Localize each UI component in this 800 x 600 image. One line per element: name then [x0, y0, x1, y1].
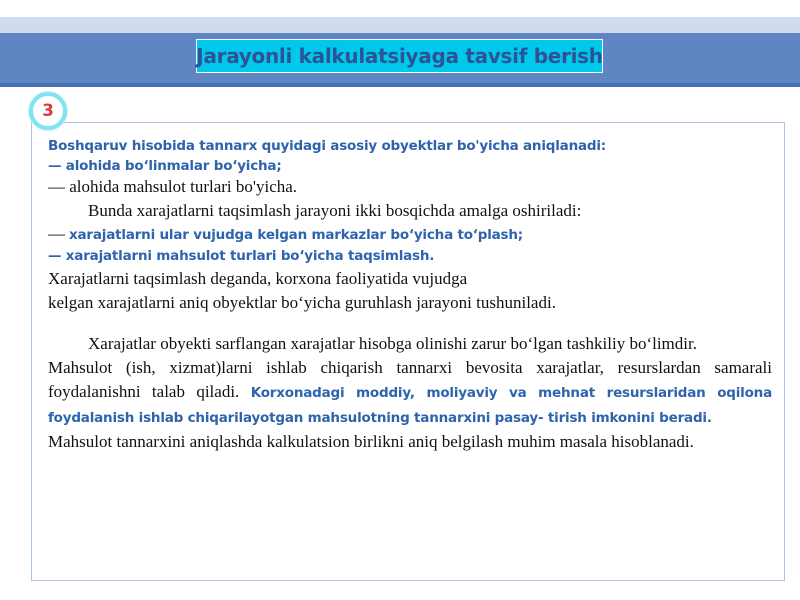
line-objects-intro: Boshqaruv hisobida tannarx quyidagi asosiy obyektlar bo'yicha aniqlanadi:: [48, 138, 606, 154]
line-stage-one: [48, 223, 772, 246]
line-definition-2: kelgan xarajatlarni aniq obyektlar bo‘yicha guruhlash jarayoni tushuniladi.: [48, 293, 556, 312]
line-definition-1: Xarajatlarni taqsimlash deganda, korxona faoliyatida vujudga: [48, 269, 468, 288]
paragraph-cost-price: [48, 356, 772, 430]
cost-price-text: Mahsulot (ish, xizmat)larni ishlab chiqarish tannarxi bevosita xarajatlar, resurslardan samarali foydalanishni talab qiladi.: [48, 358, 772, 401]
paragraph-cost-object: Xarajatlar obyekti sarflangan xarajatlar hisobga olinishi zarur bo‘lgan tashkiliy bo‘limdir.: [88, 334, 697, 353]
line-two-stages: Bunda xarajatlarni taqsimlash jarayoni ikki bosqichda amalga oshiriladi:: [88, 201, 582, 220]
header-bottom-stripe: [0, 83, 800, 87]
line-divisions: — alohida bo‘linmalar bo‘yicha;: [48, 158, 282, 174]
header-top-stripe: [0, 17, 800, 33]
paragraph-calculation-unit: Mahsulot tannarxini aniqlashda kalkulatsion birlikni aniq belgilash muhim masala hisoblanadi.: [48, 432, 694, 451]
line-stage-two: — xarajatlarni mahsulot turlari bo‘yicha taqsimlash.: [48, 248, 435, 264]
line-product-types: — alohida mahsulot turlari bo'yicha.: [48, 177, 298, 196]
slide-content: [48, 136, 772, 454]
resources-highlight: Korxonadagi moddiy, moliyaviy va mehnat resurslaridan oqilona foydalanish ishlab chiqarilayotgan mahsulotning tannarxini pasay- tirish imkonini beradi.: [48, 385, 772, 426]
section-number-badge: 3: [29, 92, 67, 130]
stage-one-text: xarajatlarni ular vujudga kelgan markazlar bo‘yicha to‘plash;: [69, 227, 523, 243]
page-title: Jarayonli kalkulatsiyaga tavsif berish: [196, 44, 603, 68]
stage-one-dash: —: [48, 224, 65, 243]
